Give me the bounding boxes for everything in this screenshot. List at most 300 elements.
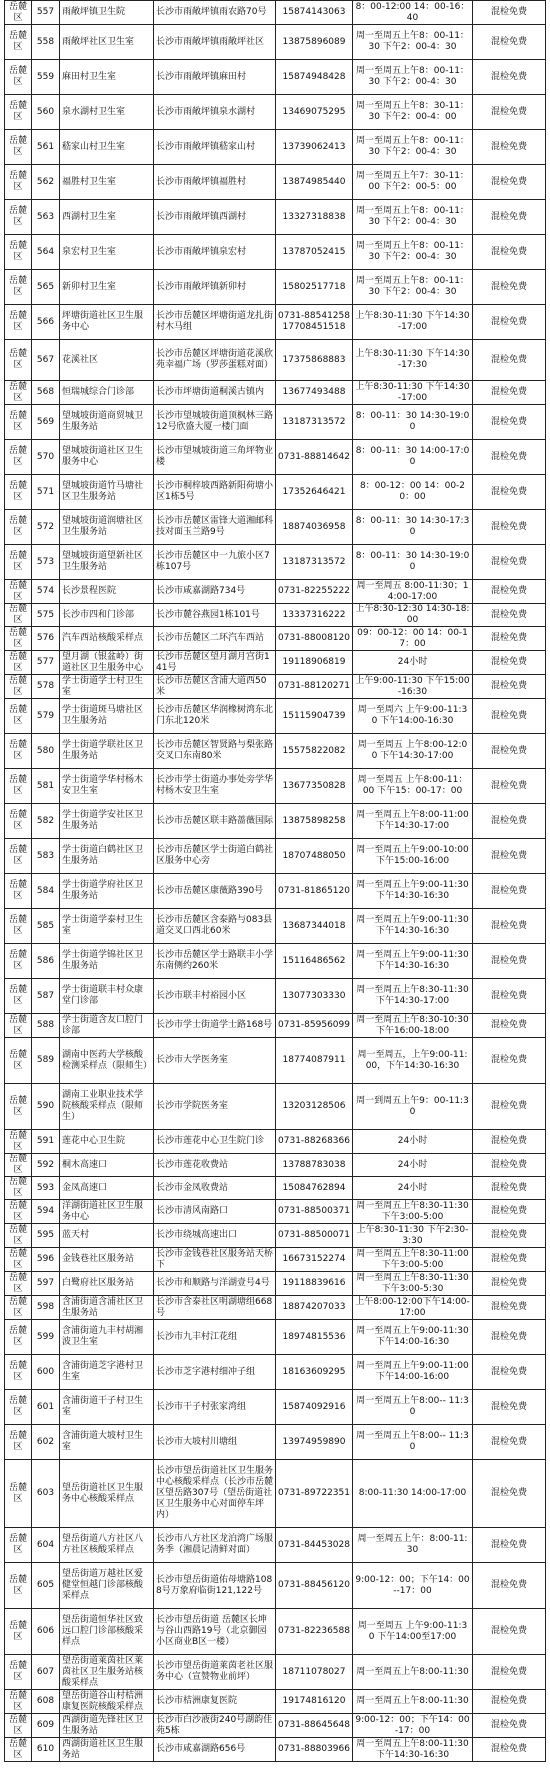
number-cell: 590 <box>32 1084 60 1130</box>
address-cell: 长沙市芝字港村细冲子组 <box>154 1355 276 1390</box>
hours-cell: 周一至周五上午8：00-11：30 下午2：00-4：30 <box>353 200 473 235</box>
address-cell: 长沙市岳麓区坪塘街道龙扎街村木马组 <box>154 305 276 340</box>
phone-cell: 19174816120 <box>276 1690 353 1714</box>
site-name-cell: 含浦街道九丰村胡湘波卫生室 <box>60 1320 154 1355</box>
number-cell: 601 <box>32 1390 60 1425</box>
district-cell: 岳麓区 <box>5 165 32 200</box>
table-row <box>5 1563 546 1609</box>
site-name-cell: 望岳街道恒华社区致远口腔门诊部核酸采样点 <box>60 1609 154 1655</box>
address-cell: 长沙市望岳街道 岳麓区长坤与谷山西路19号（北京御园小区商业B区一楼） <box>154 1609 276 1655</box>
address-cell: 长沙市桐梓坡西路新阳荷塘小区1栋5号 <box>154 475 276 510</box>
fee-cell: 混检免费 <box>473 405 546 440</box>
site-name-cell: 望城坡街道望新社区卫生服务站 <box>60 545 154 580</box>
number-cell: 582 <box>32 804 60 839</box>
number-cell: 587 <box>32 979 60 1014</box>
fee-cell: 混检免费 <box>473 95 546 130</box>
phone-cell: 15802517718 <box>276 270 353 305</box>
district-cell: 岳麓区 <box>5 944 32 979</box>
hours-cell: 上午8:30-11:30 下午14:30-17:00 <box>353 381 473 405</box>
site-name-cell: 望城坡街道竹马塘社区卫生服务站 <box>60 475 154 510</box>
phone-cell: 13187313572 <box>276 405 353 440</box>
table-row <box>5 1272 546 1296</box>
site-name-cell: 含浦街道干子村卫生室 <box>60 1390 154 1425</box>
district-cell: 岳麓区 <box>5 1320 32 1355</box>
fee-cell: 混检免费 <box>473 381 546 405</box>
district-cell: 岳麓区 <box>5 804 32 839</box>
phone-cell: 13677350828 <box>276 769 353 804</box>
fee-cell: 混检免费 <box>473 1320 546 1355</box>
hours-cell: 周一至周五上午8：00-11：30 下午2：00-4：30 <box>353 235 473 270</box>
table-row <box>5 1084 546 1130</box>
number-cell: 560 <box>32 95 60 130</box>
hours-cell: 周一到周五上午9：00-11:30 <box>353 1084 473 1130</box>
hours-cell: 8:00-11:30 14:00-17:00 <box>353 1460 473 1528</box>
phone-cell: 13875898258 <box>276 804 353 839</box>
number-cell: 609 <box>32 1714 60 1738</box>
address-cell: 长沙市大坡村川塘组 <box>154 1425 276 1460</box>
phone-cell: 0731-84453028 <box>276 1528 353 1563</box>
phone-cell: 0731-88120271 <box>276 675 353 699</box>
hours-cell: 周一至周五上午8:00-11:00 下午14:30-17:00 <box>353 804 473 839</box>
address-cell: 长沙市九丰村江花组 <box>154 1320 276 1355</box>
district-cell: 岳麓区 <box>5 405 32 440</box>
site-name-cell: 泉宏村卫生室 <box>60 235 154 270</box>
number-cell: 570 <box>32 440 60 475</box>
phone-cell: 15115904739 <box>276 699 353 734</box>
fee-cell: 混检免费 <box>473 1296 546 1320</box>
fee-cell: 混检免费 <box>473 1460 546 1528</box>
fee-cell: 混检免费 <box>473 979 546 1014</box>
number-cell: 567 <box>32 340 60 381</box>
site-name-cell: 学士街道联丰村众康堂门诊部 <box>60 979 154 1014</box>
number-cell: 577 <box>32 651 60 675</box>
address-cell: 长沙市雨敞坪镇雨农路70号 <box>154 1 276 25</box>
site-name-cell: 福胜村卫生室 <box>60 165 154 200</box>
address-cell: 长沙市岳麓区联丰路蔷薇国际 <box>154 804 276 839</box>
hours-cell: 周一至周五上午9:00-11:30 下午14:30-16:30 <box>353 874 473 909</box>
number-cell: 600 <box>32 1355 60 1390</box>
phone-cell: 0731-88268366 <box>276 1130 353 1154</box>
table-row <box>5 381 546 405</box>
fee-cell: 混检免费 <box>473 627 546 651</box>
address-cell: 长沙市学士街道学士路168号 <box>154 1014 276 1038</box>
fee-cell: 混检免费 <box>473 839 546 874</box>
district-cell: 岳麓区 <box>5 1130 32 1154</box>
district-cell: 岳麓区 <box>5 1609 32 1655</box>
hours-cell: 上午9:00-11:30 下午15:00-16:30 <box>353 675 473 699</box>
address-cell: 长沙市雨敞坪镇新卯村 <box>154 270 276 305</box>
address-cell: 长沙市雨敞坪镇麻田村 <box>154 60 276 95</box>
hours-cell: 24小时 <box>353 651 473 675</box>
address-cell: 长沙市岳麓区含泰路与083县道交叉口西北60米 <box>154 909 276 944</box>
site-name-cell: 金钱巷社区服务站 <box>60 1248 154 1272</box>
fee-cell: 混检免费 <box>473 699 546 734</box>
district-cell: 岳麓区 <box>5 769 32 804</box>
site-name-cell: 含浦街道含浦社区卫生服务站 <box>60 1296 154 1320</box>
hours-cell: 周一至周五 上午9:00-11:30 下午14:00至17:00 <box>353 1609 473 1655</box>
address-cell: 长沙市学士街道办事处旁学华村杨木安卫生室 <box>154 769 276 804</box>
fee-cell: 混检免费 <box>473 1738 546 1762</box>
address-cell: 长沙市雨敞坪镇泉水湖村 <box>154 95 276 130</box>
site-name-cell: 含浦街道大坡村卫生室 <box>60 1425 154 1460</box>
phone-cell: 13787052415 <box>276 235 353 270</box>
district-cell: 岳麓区 <box>5 580 32 604</box>
phone-cell: 15084762894 <box>276 1177 353 1200</box>
number-cell: 603 <box>32 1460 60 1528</box>
table-row <box>5 1200 546 1224</box>
address-cell: 长沙市咸嘉湖路656号 <box>154 1738 276 1762</box>
district-cell: 岳麓区 <box>5 1655 32 1690</box>
site-name-cell: 蓝天村 <box>60 1224 154 1248</box>
fee-cell: 混检免费 <box>473 909 546 944</box>
district-cell: 岳麓区 <box>5 1177 32 1200</box>
number-cell: 599 <box>32 1320 60 1355</box>
table-row <box>5 130 546 165</box>
phone-cell: 0731-88500071 <box>276 1224 353 1248</box>
phone-cell: 13077303330 <box>276 979 353 1014</box>
number-cell: 586 <box>32 944 60 979</box>
fee-cell: 混检免费 <box>473 1690 546 1714</box>
site-name-cell: 白鹭府社区服务站 <box>60 1272 154 1296</box>
district-cell: 岳麓区 <box>5 130 32 165</box>
address-cell: 长沙市岳麓区雷锋大道湘邮科技对面玉兰路9号 <box>154 510 276 545</box>
hours-cell: 9:00-12：00；下午14：00--17：00 <box>353 1563 473 1609</box>
fee-cell: 混检免费 <box>473 944 546 979</box>
number-cell: 571 <box>32 475 60 510</box>
hours-cell: 8：00-12:00 14：00-16：40 <box>353 1 473 25</box>
number-cell: 566 <box>32 305 60 340</box>
number-cell: 572 <box>32 510 60 545</box>
address-cell: 长沙市雨敞坪镇嵇家山村 <box>154 130 276 165</box>
number-cell: 561 <box>32 130 60 165</box>
number-cell: 581 <box>32 769 60 804</box>
table-row <box>5 340 546 381</box>
fee-cell: 混检免费 <box>473 1224 546 1248</box>
fee-cell: 混检免费 <box>473 1130 546 1154</box>
district-cell: 岳麓区 <box>5 675 32 699</box>
number-cell: 604 <box>32 1528 60 1563</box>
number-cell: 583 <box>32 839 60 874</box>
table-row <box>5 1355 546 1390</box>
fee-cell: 混检免费 <box>473 804 546 839</box>
address-cell: 长沙市白沙液街240号湖韵佳苑5栋 <box>154 1714 276 1738</box>
address-cell: 长沙市岳麓区华润橡树湾东北门东北120米 <box>154 699 276 734</box>
address-cell: 长沙市雨敞坪镇西湖村 <box>154 200 276 235</box>
table-row <box>5 909 546 944</box>
table-row <box>5 1038 546 1084</box>
address-cell: 长沙市雨敞坪镇泉宏村 <box>154 235 276 270</box>
address-cell: 长沙市岳麓区望月湖月宫街141号 <box>154 651 276 675</box>
address-cell: 长沙市岳麓区中一九旅小区7栋107号 <box>154 545 276 580</box>
fee-cell: 混检免费 <box>473 675 546 699</box>
table-row <box>5 979 546 1014</box>
site-name-cell: 学士街道含友口腔门诊部 <box>60 1014 154 1038</box>
number-cell: 558 <box>32 25 60 60</box>
site-name-cell: 望城坡街道润塘社区卫生服务站 <box>60 510 154 545</box>
district-cell: 岳麓区 <box>5 1038 32 1084</box>
number-cell: 578 <box>32 675 60 699</box>
fee-cell: 混检免费 <box>473 580 546 604</box>
hours-cell: 周一至周五上午9:00-11:00 下午14:00-16:00 <box>353 1355 473 1390</box>
address-cell: 长沙市岳麓区坪塘街道花溪欣苑幸福广场（罗莎蛋糕对面） <box>154 340 276 381</box>
district-cell: 岳麓区 <box>5 60 32 95</box>
table-row <box>5 1296 546 1320</box>
testing-sites-table <box>4 0 546 1762</box>
site-name-cell: 学士街道学泰村卫生室 <box>60 909 154 944</box>
district-cell: 岳麓区 <box>5 979 32 1014</box>
number-cell: 576 <box>32 627 60 651</box>
district-cell: 岳麓区 <box>5 699 32 734</box>
fee-cell: 混检免费 <box>473 60 546 95</box>
fee-cell: 混检免费 <box>473 604 546 627</box>
fee-cell: 混检免费 <box>473 1390 546 1425</box>
phone-cell: 18711078027 <box>276 1655 353 1690</box>
fee-cell: 混检免费 <box>473 1154 546 1177</box>
district-cell: 岳麓区 <box>5 475 32 510</box>
district-cell: 岳麓区 <box>5 1224 32 1248</box>
phone-cell: 18874207033 <box>276 1296 353 1320</box>
hours-cell: 周一至周五上午8:30-11:30 下午14:30-17:00 <box>353 979 473 1014</box>
table-row <box>5 475 546 510</box>
site-name-cell: 恒瑞城综合门诊部 <box>60 381 154 405</box>
fee-cell: 混检免费 <box>473 475 546 510</box>
district-cell: 岳麓区 <box>5 874 32 909</box>
table-row <box>5 25 546 60</box>
table-row <box>5 1738 546 1762</box>
phone-cell: 0731-88645648 <box>276 1714 353 1738</box>
phone-cell: 13739062413 <box>276 130 353 165</box>
table-row <box>5 405 546 440</box>
hours-cell: 周一至周五上午8:00-11:30 <box>353 1690 473 1714</box>
table-row <box>5 1425 546 1460</box>
number-cell: 610 <box>32 1738 60 1762</box>
number-cell: 575 <box>32 604 60 627</box>
district-cell: 岳麓区 <box>5 1084 32 1130</box>
site-name-cell: 学士街道白鹤社区卫生服务站 <box>60 839 154 874</box>
hours-cell: 周一至周五上午8:30-11:00 下午3:00-5:00 <box>353 1248 473 1272</box>
phone-cell: 0731-88008120 <box>276 627 353 651</box>
site-name-cell: 西湖街道先锋社区卫生服务站 <box>60 1714 154 1738</box>
hours-cell: 8：00-11：30 14:30-19:00 <box>353 405 473 440</box>
fee-cell: 混检免费 <box>473 200 546 235</box>
hours-cell: 8：00-11：30 14:00-17:00 <box>353 440 473 475</box>
phone-cell: 13974959890 <box>276 1425 353 1460</box>
number-cell: 580 <box>32 734 60 769</box>
hours-cell: 周一至周五上午8:00-- 11:30 <box>353 1390 473 1425</box>
hours-cell: 周一至周五上午8：00-11：30 下午2：00-4：30 <box>353 270 473 305</box>
address-cell: 长沙市麓谷燕园1栋101号 <box>154 604 276 627</box>
site-name-cell: 金凤高速口 <box>60 1177 154 1200</box>
number-cell: 568 <box>32 381 60 405</box>
phone-cell: 15874948428 <box>276 60 353 95</box>
fee-cell: 混检免费 <box>473 25 546 60</box>
address-cell: 长沙市莲花收费站 <box>154 1154 276 1177</box>
fee-cell: 混检免费 <box>473 440 546 475</box>
number-cell: 585 <box>32 909 60 944</box>
hours-cell: 周一至周五，上午9:00-11:00，下午14:30-16:30 <box>353 1038 473 1084</box>
site-name-cell: 桐木高速口 <box>60 1154 154 1177</box>
district-cell: 岳麓区 <box>5 1460 32 1528</box>
site-name-cell: 望岳街道社区卫生服务中心核酸采样点 <box>60 1460 154 1528</box>
fee-cell: 混检免费 <box>473 235 546 270</box>
hours-cell: 周一至周五上午8:30-11:30 下午3:00-5:30 <box>353 1272 473 1296</box>
site-name-cell: 汽车西站核酸采样点 <box>60 627 154 651</box>
address-cell: 长沙市联丰村裕园小区 <box>154 979 276 1014</box>
site-name-cell: 望岳街道八方社区八方社区核酸采样点 <box>60 1528 154 1563</box>
address-cell: 长沙市绕城高速出口 <box>154 1224 276 1248</box>
table-row <box>5 1320 546 1355</box>
table-row <box>5 1130 546 1154</box>
table-row <box>5 651 546 675</box>
number-cell: 606 <box>32 1609 60 1655</box>
number-cell: 608 <box>32 1690 60 1714</box>
district-cell: 岳麓区 <box>5 1425 32 1460</box>
hours-cell: 周一至周五上午8：00-11：30 下午2：00-4：30 <box>353 130 473 165</box>
table-row <box>5 699 546 734</box>
hours-cell: 上午8:00-12:00下午14:00-17:00 <box>353 1296 473 1320</box>
fee-cell: 混检免费 <box>473 769 546 804</box>
address-cell: 长沙市坪塘街道桐溪古镇内 <box>154 381 276 405</box>
site-name-cell: 西湖村卫生室 <box>60 200 154 235</box>
table-row <box>5 580 546 604</box>
site-name-cell: 学士街道学士村卫生室 <box>60 675 154 699</box>
phone-cell: 0731-85956099 <box>276 1014 353 1038</box>
address-cell: 长沙市莲花中心卫生院门诊 <box>154 1130 276 1154</box>
district-cell: 岳麓区 <box>5 651 32 675</box>
phone-cell: 16673152274 <box>276 1248 353 1272</box>
district-cell: 岳麓区 <box>5 1355 32 1390</box>
table-row <box>5 165 546 200</box>
district-cell: 岳麓区 <box>5 839 32 874</box>
address-cell: 长沙市望城坡街道三角坪物业楼 <box>154 440 276 475</box>
site-name-cell: 学士街道学安社区卫生服务站 <box>60 804 154 839</box>
fee-cell: 混检免费 <box>473 510 546 545</box>
phone-cell: 15874143063 <box>276 1 353 25</box>
hours-cell: 周一至周五上午9:00-11:30 下午14:00-16:30 <box>353 1320 473 1355</box>
hours-cell: 周一至周五上午8:30-11:30 下午3:00-5:00 <box>353 1200 473 1224</box>
table-row <box>5 1248 546 1272</box>
hours-cell: 上午8:30-12:30 14:30-18:00 <box>353 604 473 627</box>
site-name-cell: 麻田村卫生室 <box>60 60 154 95</box>
address-cell: 长沙市望岳街道佑母塘路1088号万象府临街121,122号 <box>154 1563 276 1609</box>
fee-cell: 混检免费 <box>473 1528 546 1563</box>
hours-cell: 周一至周五上午8:00-- 11:30 <box>353 1425 473 1460</box>
district-cell: 岳麓区 <box>5 340 32 381</box>
site-name-cell: 学士街道学府社区卫生服务站 <box>60 874 154 909</box>
site-name-cell: 学士街道学锦社区卫生服务站 <box>60 944 154 979</box>
fee-cell: 混检免费 <box>473 1563 546 1609</box>
number-cell: 602 <box>32 1425 60 1460</box>
number-cell: 597 <box>32 1272 60 1296</box>
fee-cell: 混检免费 <box>473 1425 546 1460</box>
fee-cell: 混检免费 <box>473 874 546 909</box>
table-row <box>5 1224 546 1248</box>
address-cell: 长沙市金凤收费站 <box>154 1177 276 1200</box>
hours-cell: 周一至周六 上午9:00-11:30 下午14:00-16:30 <box>353 699 473 734</box>
table-row <box>5 1177 546 1200</box>
table-row <box>5 510 546 545</box>
site-name-cell: 望岳街道谷山村桔洲康复医院核酸采样点 <box>60 1690 154 1714</box>
district-cell: 岳麓区 <box>5 200 32 235</box>
site-name-cell: 望城坡街道社区卫生服务中心 <box>60 440 154 475</box>
table-row <box>5 1 546 25</box>
site-name-cell: 长沙市四和门诊部 <box>60 604 154 627</box>
phone-cell: 13875896089 <box>276 25 353 60</box>
site-name-cell: 望城坡街道商贸城卫生服务站 <box>60 405 154 440</box>
district-cell: 岳麓区 <box>5 235 32 270</box>
table-row <box>5 769 546 804</box>
number-cell: 557 <box>32 1 60 25</box>
phone-cell: 18163609295 <box>276 1355 353 1390</box>
fee-cell: 混检免费 <box>473 1177 546 1200</box>
number-cell: 562 <box>32 165 60 200</box>
address-cell: 长沙市岳麓区学士街道白鹤社区服务中心旁 <box>154 839 276 874</box>
site-name-cell: 雨敞坪社区卫生室 <box>60 25 154 60</box>
fee-cell: 混检免费 <box>473 130 546 165</box>
hours-cell: 周一至周五上午9:00-11:30 下午14:30-16:30 <box>353 944 473 979</box>
site-name-cell: 雨敞坪镇卫生院 <box>60 1 154 25</box>
district-cell: 岳麓区 <box>5 1154 32 1177</box>
table-row <box>5 1690 546 1714</box>
table-row <box>5 270 546 305</box>
address-cell: 长沙市雨敞坪镇福胜村 <box>154 165 276 200</box>
site-name-cell: 望岳街道万越社区爱健堂恒越门诊部核酸采样点 <box>60 1563 154 1609</box>
site-name-cell: 学士街道学华村杨木安卫生室 <box>60 769 154 804</box>
fee-cell: 混检免费 <box>473 305 546 340</box>
fee-cell: 混检免费 <box>473 1655 546 1690</box>
district-cell: 岳麓区 <box>5 1390 32 1425</box>
phone-cell: 17352646421 <box>276 475 353 510</box>
number-cell: 594 <box>32 1200 60 1224</box>
phone-cell: 0731-81865120 <box>276 874 353 909</box>
site-name-cell: 洋湖街道社区卫生服务中心 <box>60 1200 154 1224</box>
district-cell: 岳麓区 <box>5 1563 32 1609</box>
hours-cell: 周一至周五上午8:00-11:30 <box>353 1655 473 1690</box>
phone-cell: 18874036958 <box>276 510 353 545</box>
table-row <box>5 804 546 839</box>
fee-cell: 混检免费 <box>473 1714 546 1738</box>
table-row <box>5 1528 546 1563</box>
table-row <box>5 1714 546 1738</box>
address-cell: 长沙市雨敞坪镇雨敞坪社区 <box>154 25 276 60</box>
number-cell: 584 <box>32 874 60 909</box>
fee-cell: 混检免费 <box>473 1038 546 1084</box>
address-cell: 长沙市大学医务室 <box>154 1038 276 1084</box>
site-name-cell: 湖南工业职业技术学院核酸采样点（限师生） <box>60 1084 154 1130</box>
hours-cell: 24小时 <box>353 1177 473 1200</box>
hours-cell: 09：00-12：00 14：00-17：00 <box>353 627 473 651</box>
address-cell: 长沙市金钱巷社区服务站天桥下 <box>154 1248 276 1272</box>
phone-cell: 18707488050 <box>276 839 353 874</box>
table-row <box>5 1154 546 1177</box>
address-cell: 长沙市咸嘉湖路734号 <box>154 580 276 604</box>
district-cell: 岳麓区 <box>5 25 32 60</box>
number-cell: 579 <box>32 699 60 734</box>
number-cell: 588 <box>32 1014 60 1038</box>
table-row <box>5 1014 546 1038</box>
phone-cell: 13203128506 <box>276 1084 353 1130</box>
number-cell: 592 <box>32 1154 60 1177</box>
site-name-cell: 花溪社区 <box>60 340 154 381</box>
address-cell: 长沙市望岳街道莱茵老社区服务中心（宣赞物业前坪） <box>154 1655 276 1690</box>
district-cell: 岳麓区 <box>5 1528 32 1563</box>
site-name-cell: 望岳街道莱茵社区莱茵社区卫生服务站核酸采样点 <box>60 1655 154 1690</box>
phone-cell: 0731-82236588 <box>276 1609 353 1655</box>
address-cell: 长沙市岳麓区康薇路390号 <box>154 874 276 909</box>
district-cell: 岳麓区 <box>5 270 32 305</box>
district-cell: 岳麓区 <box>5 1714 32 1738</box>
district-cell: 岳麓区 <box>5 1272 32 1296</box>
